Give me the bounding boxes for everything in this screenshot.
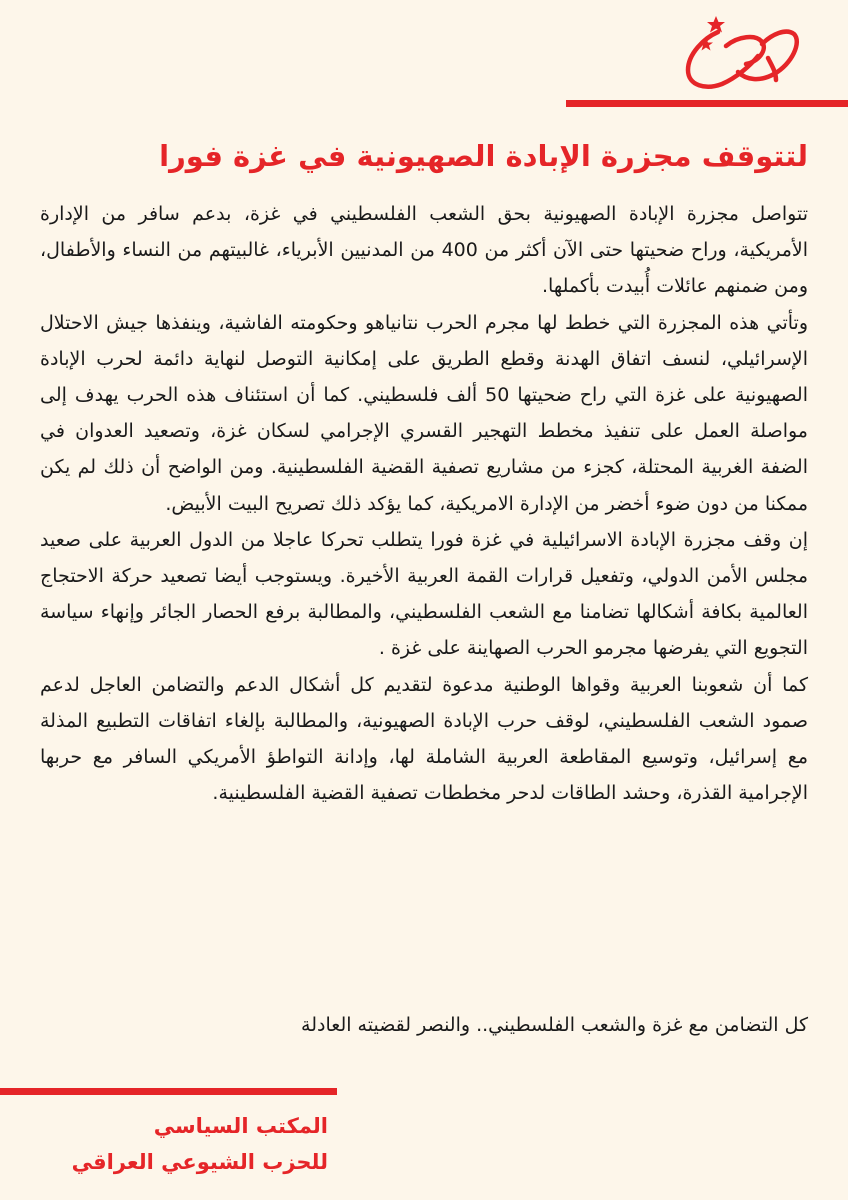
bottom-divider <box>0 1088 337 1095</box>
top-divider <box>566 100 848 107</box>
paragraph: تتواصل مجزرة الإبادة الصهيونية بحق الشعب الفلسطيني في غزة، بدعم سافر من الإدارة الأمريكية، وراح ضحيتها حتى الآن أكثر من 400 من المدنيين الأبرياء، غالبيتهم من النساء والأطفال، ومن ضمنهم عائلات أُبيدت بأكملها. <box>40 203 808 298</box>
party-logo-icon <box>676 14 806 94</box>
signature-line-office: المكتب السياسي <box>153 1114 328 1138</box>
statement-body <box>40 196 808 811</box>
signature-block <box>68 1108 328 1180</box>
paragraph: وتأتي هذه المجزرة التي خطط لها مجرم الحرب نتانياهو وحكومته الفاشية، وينفذها جيش الاحتلال الإسرائيلي، لنسف اتفاق الهدنة وقطع الطريق على إمكانية التوصل لنهاية دائمة لحرب الإبادة الصهيونية على غزة التي راح ضحيتها 50 ألف فلسطيني. كما أن استئناف هذه الحرب يهدف إلى مواصلة العمل على تنفيذ مخطط التهجير القسري الإجرامي لسكان غزة، وتصعيد العدوان في الضفة الغربية المحتلة، كجزء من مشاريع تصفية القضية الفلسطينية. ومن الواضح أن ذلك لم يكن ممكنا من دون ضوء أخضر من الإدارة الامريكية، كما يؤكد ذلك تصريح البيت الأبيض. <box>40 311 809 515</box>
paragraph: كما أن شعوبنا العربية وقواها الوطنية مدعوة لتقديم كل أشكال الدعم والتضامن العاجل لدعم صمود الشعب الفلسطيني، لوقف حرب الإبادة الصهيونية، والمطالبة بإلغاء اتفاقات التطبيع المذلة مع إسرائيل، وتوسيع المقاطعة العربية الشاملة لها، وإدانة التواطؤ الأمريكي السافر مع حربها الإجرامية القذرة، وحشد الطاقات لدحر مخططات تصفية القضية الفلسطينية. <box>40 673 808 805</box>
closing-line: كل التضامن مع غزة والشعب الفلسطيني.. والنصر لقضيته العادلة <box>301 1014 808 1036</box>
signature-line-party: للحزب الشيوعي العراقي <box>71 1150 328 1174</box>
paragraph: إن وقف مجزرة الإبادة الاسرائيلية في غزة فورا يتطلب تحركا عاجلا من الدول العربية على صعيد مجلس الأمن الدولي، وتفعيل قرارات القمة العربية الأخيرة. ويستوجب أيضا تصعيد حركة الاحتجاج العالمية بكافة أشكالها تضامنا مع الشعب الفلسطيني، والمطالبة برفع الحصار الجائر وإنهاء سياسة التجويع التي يفرضها مجرمو الحرب الصهاينة على غزة . <box>40 528 808 660</box>
page-title: لتتوقف مجزرة الإبادة الصهيونية في غزة فورا <box>159 139 808 173</box>
